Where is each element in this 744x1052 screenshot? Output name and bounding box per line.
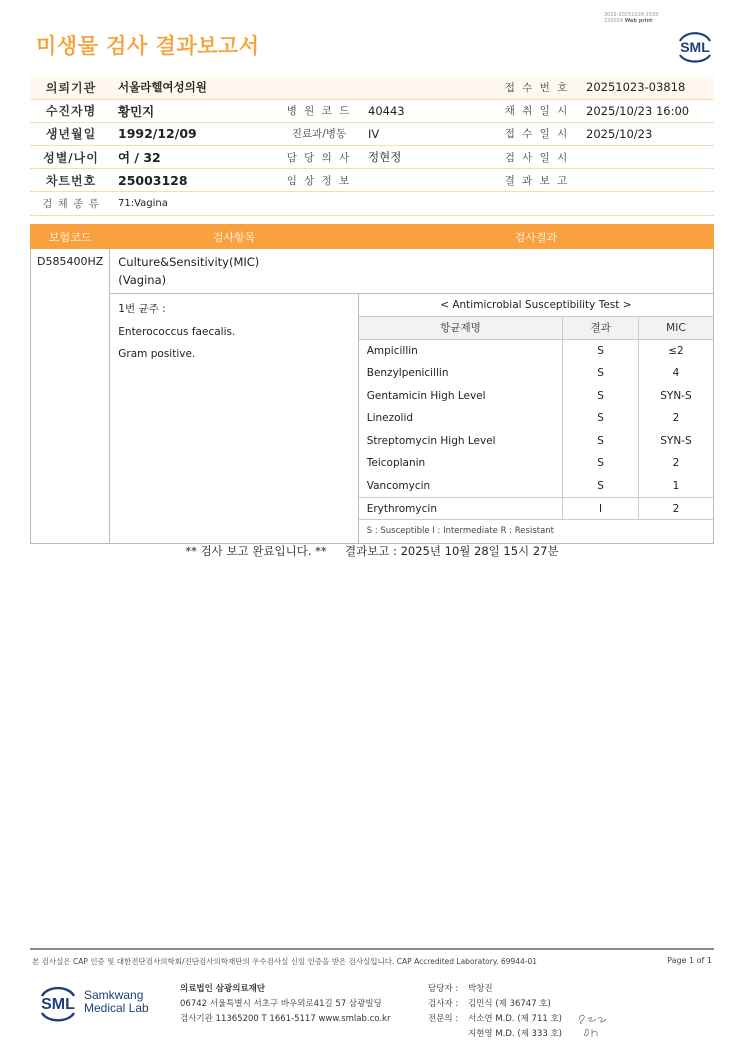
susceptibility-result: S [563,430,639,453]
ast-title: < Antimicrobial Susceptibility Test > [359,294,713,317]
col-result: 검사결과 [358,225,713,249]
mic-value: ≤2 [638,339,713,362]
ast-row [359,497,713,520]
results-table [30,224,714,544]
logo-text: SML [680,39,710,55]
ast-col-drug: 항균제명 [359,317,563,340]
antibiotic-name: Vancomycin [359,475,563,498]
specimen-label: 검 체 종 류 [30,192,112,215]
col-item: 검사항목 [110,225,358,249]
staff-name: 박창진 [468,984,493,994]
tester-label: 검사자 : [428,999,459,1009]
info-row [30,146,714,169]
antibiotic-name: Ampicillin [359,339,563,362]
organism-name: Enterococcus faecalis. [118,325,236,338]
specialist-1: 서소연 M.D. (제 711 호) [468,1014,563,1024]
dob: 1992/12/09 [112,122,276,145]
receipt-no-label: 접 수 번 호 [494,76,580,99]
footer-divider [30,948,714,950]
brand-line1: Samkwang [84,988,144,1002]
chart-no: 25003128 [112,169,276,192]
org-name: 의료법인 삼광의료재단 [180,984,266,994]
specialist-2: 지현영 M.D. (제 333 호) [468,1029,563,1039]
info-row [30,169,714,192]
antibiotic-name: Streptomycin High Level [359,430,563,453]
info-row [30,192,714,215]
doctor: 정현정 [362,146,494,169]
collect-date: 2025/10/23 16:00 [580,99,714,122]
test-date [580,146,714,169]
receipt-date: 2025/10/23 [580,122,714,145]
test-date-label: 검 사 일 시 [494,146,580,169]
ast-col-mic: MIC [638,317,713,340]
info-row [30,99,714,122]
receipt-no: 20251023-03818 [580,76,714,99]
ast-legend: S : Susceptible I : Intermediate R : Resistant [359,520,713,543]
dob-label: 생년월일 [30,122,112,145]
mic-value: 2 [638,407,713,430]
susceptibility-result: S [563,362,639,385]
results-header [31,225,714,249]
name-label: 수진자명 [30,99,112,122]
request-org: 서울라헬여성의원 [112,76,494,99]
info-row [30,76,714,99]
info-row [30,122,714,145]
specialist-label: 전문의 : [428,1014,459,1024]
sex-age: 여 / 32 [112,146,276,169]
specimen: 71:Vagina [112,192,714,215]
completion-line [0,543,744,559]
clinical-label: 임 상 정 보 [276,169,362,192]
susceptibility-result: I [563,497,639,520]
susceptibility-result: S [563,475,639,498]
antibiotic-name: Gentamicin High Level [359,384,563,407]
staff-label: 담당자 : [428,984,459,994]
document-id [604,12,659,24]
report-title: 미생물 검사 결과보고서 [36,34,260,58]
ast-col-result: 결과 [563,317,639,340]
mic-value: 2 [638,497,713,520]
mic-value: 2 [638,452,713,475]
test-row [31,249,714,294]
susceptibility-result: S [563,452,639,475]
dept-label: 진료과/병동 [276,122,362,145]
gram-stain: Gram positive. [118,348,196,361]
organism-row [31,294,714,544]
document-id-line1: 3022-20251028-1530 [604,12,659,18]
insurance-code: D585400HZ [31,249,110,544]
clinical-info [362,169,494,192]
accreditation-note: 본 검사실은 CAP 인증 및 대한진단검사의학회/진단검사의학재단의 우수검사실 신임 인증을 받은 검사실입니다. CAP Accredited Laboratory. 69944-01 [32,957,538,966]
ast-row [359,430,713,453]
ast-row [359,452,713,475]
susceptibility-result: S [563,384,639,407]
footer-organization [180,982,390,1027]
sex-age-label: 성별/나이 [30,146,112,169]
ast-row [359,475,713,498]
samkwang-logo-icon [36,980,80,1026]
susceptibility-result: S [563,407,639,430]
antibiotic-name: Erythromycin [359,497,563,520]
ast-row [359,407,713,430]
signature-icon [576,1010,610,1040]
mic-value: 4 [638,362,713,385]
footer-logo-text: SML [41,996,75,1013]
request-org-label: 의뢰기관 [30,76,112,99]
chart-no-label: 차트번호 [30,169,112,192]
report-time: 결과보고 : 2025년 10월 28일 15시 27분 [344,544,559,558]
org-contact: 검사기관 11365200 T 1661-5117 www.smlab.co.kr [180,1014,391,1024]
susceptibility-result: S [563,339,639,362]
report-info [580,169,714,192]
collect-date-label: 채 취 일 시 [494,99,580,122]
report-complete-text: ** 검사 보고 완료입니다. ** [185,544,327,558]
antibiotic-name: Linezolid [359,407,563,430]
org-address: 06742 서울특별시 서초구 바우뫼로41길 57 삼광빌딩 [180,999,382,1009]
hospital-code: 40443 [362,99,494,122]
receipt-date-label: 접 수 일 시 [494,122,580,145]
ast-table [359,294,713,543]
patient-info-table [30,76,714,216]
report-label: 결 과 보 고 [494,169,580,192]
ast-row [359,339,713,362]
page-number: Page 1 of 1 [667,956,712,965]
test-name: Culture&Sensitivity(MIC) [118,255,260,269]
patient-name: 황민지 [112,99,276,122]
hospital-code-label: 병 원 코 드 [276,99,362,122]
ast-row [359,384,713,407]
dept: IV [362,122,494,145]
mic-value: 1 [638,475,713,498]
brand-line2: Medical Lab [84,1001,149,1015]
mic-value: SYN-S [638,384,713,407]
footer-brand [84,989,149,1015]
mic-value: SYN-S [638,430,713,453]
document-id-line2: 220024 [604,18,624,24]
sml-logo-icon [674,27,716,63]
antibiotic-name: Teicoplanin [359,452,563,475]
strain-label: 1번 균주 : [118,303,166,315]
antibiotic-name: Benzylpenicillin [359,362,563,385]
test-specimen: (Vagina) [118,273,167,287]
footer-staff [428,982,562,1042]
doctor-label: 담 당 의 사 [276,146,362,169]
web-print-label: Web print [624,18,653,24]
col-code: 보험코드 [31,225,110,249]
tester-name: 김민식 (제 36747 호) [468,999,551,1009]
ast-row [359,362,713,385]
